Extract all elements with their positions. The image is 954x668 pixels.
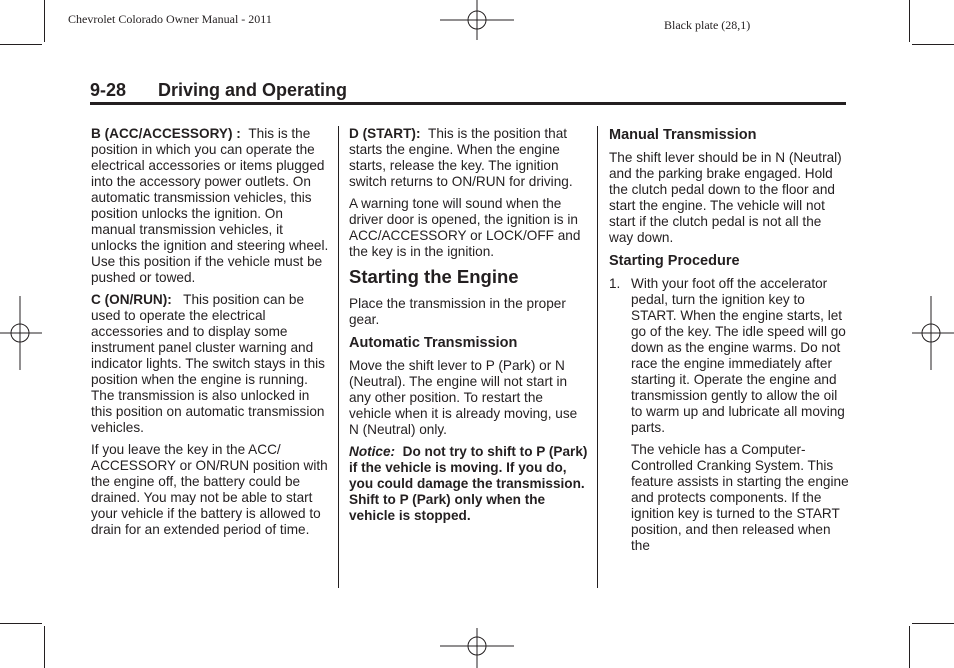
column-2 [349, 126, 589, 530]
registration-mark-right [910, 296, 954, 370]
label-c-on: C (ON/RUN): [91, 292, 172, 307]
page-number: 9-28 [90, 80, 127, 100]
step-text: With your foot off the accelerator pedal, turn the ignition key to START. When the engine starts, let go of the key. The idle speed will go down as the engine warms. Do not race the engine immediately after starting it. Operate the engine and transmission gently to allow the oil to warm up and lubricate all moving parts. [631, 276, 846, 435]
heading-starting-engine: Starting the Engine [349, 266, 519, 287]
step-number: 1. [609, 276, 621, 291]
crop-mark-br-v [909, 626, 910, 668]
crop-mark-bl-h [0, 623, 42, 624]
crop-mark-br-h [912, 623, 954, 624]
manual-title: Chevrolet Colorado Owner Manual - 2011 [68, 12, 272, 26]
crop-mark-tr-h [912, 44, 954, 45]
paragraph-transmission-gear: Place the transmission in the proper gear. [349, 296, 566, 327]
column-divider-1 [338, 126, 339, 588]
heading-rule [90, 102, 846, 105]
paragraph-cranking-system: The vehicle has a Computer-Controlled Cranking System. This feature assists in starting the engine and protects components. If the ignition key is turned to the START position, and then released when the [631, 442, 849, 553]
list-item-step-1 [609, 276, 849, 436]
heading-automatic-transmission: Automatic Transmission [349, 335, 518, 351]
label-b-acc: B (ACC/ACCESSORY) : [91, 126, 241, 141]
notice-label: Notice: [349, 444, 396, 459]
paragraph-battery: If you leave the key in the ACC/ ACCESSORY or ON/RUN position with the engine off, the battery could be drained. You may not be able to start your vehicle if the battery is allowed to drain for an extended period of time. [91, 442, 328, 537]
label-d-start: D (START): [349, 126, 421, 141]
crop-mark-bl-v [44, 626, 45, 668]
paragraph-warning-tone: A warning tone will sound when the driver door is opened, the ignition is in ACC/ACCESSORY or LOCK/OFF and the key is in the ignition. [349, 196, 581, 259]
paragraph-c-on [91, 292, 329, 436]
registration-mark-bottom [440, 626, 514, 668]
paragraph-notice [349, 444, 589, 524]
section-heading [90, 80, 846, 102]
crop-mark-tr-v [909, 0, 910, 42]
heading-manual-transmission: Manual Transmission [609, 127, 757, 143]
crop-mark-tl-h [0, 44, 42, 45]
paragraph-b-acc [91, 126, 329, 286]
column-3 [609, 126, 849, 560]
black-plate: Black plate (28,1) [664, 18, 751, 32]
heading-starting-procedure: Starting Procedure [609, 253, 740, 269]
paragraph-shift-lever: Move the shift lever to P (Park) or N (Neutral). The engine will not start in any other position. To restart the vehicle when it is already moving, use N (Neutral) only. [349, 358, 578, 437]
crop-mark-tl-v [44, 0, 45, 42]
column-divider-2 [597, 126, 598, 588]
registration-mark-left [0, 296, 44, 370]
text-b-acc: This is the position in which you can operate the electrical accessories or items plugged into the accessory power outlets. On automatic transmission vehicles, this position unlocks the ignition. On manual transmission vehicles, it unlocks the ignition and steering wheel. Use this position if the vehicle must be pushed or towed. [91, 126, 329, 285]
paragraph-d-start [349, 126, 589, 190]
section-title: Driving and Operating [158, 80, 348, 100]
column-1 [91, 126, 329, 544]
registration-mark-top [440, 0, 514, 44]
text-c-on: This position can be used to operate the electrical accessories and to display some instrument panel cluster warning and indicator lights. The switch stays in this position when the engine is running. The transmission is also unlocked in this position on automatic transmission vehicles. [91, 292, 325, 435]
notice-text: Do not try to shift to P (Park) if the vehicle is moving. If you do, you could damage the transmission. Shift to P (Park) only when the vehicle is stopped. [349, 444, 588, 523]
text-d-start: This is the position that starts the engine. When the engine starts, release the key. The ignition switch returns to ON/RUN for driving. [349, 126, 573, 189]
paragraph-manual-shift: The shift lever should be in N (Neutral) and the parking brake engaged. Hold the clutch pedal down to the floor and start the engine. The vehicle will not start if the clutch pedal is not all the way down. [609, 150, 842, 245]
